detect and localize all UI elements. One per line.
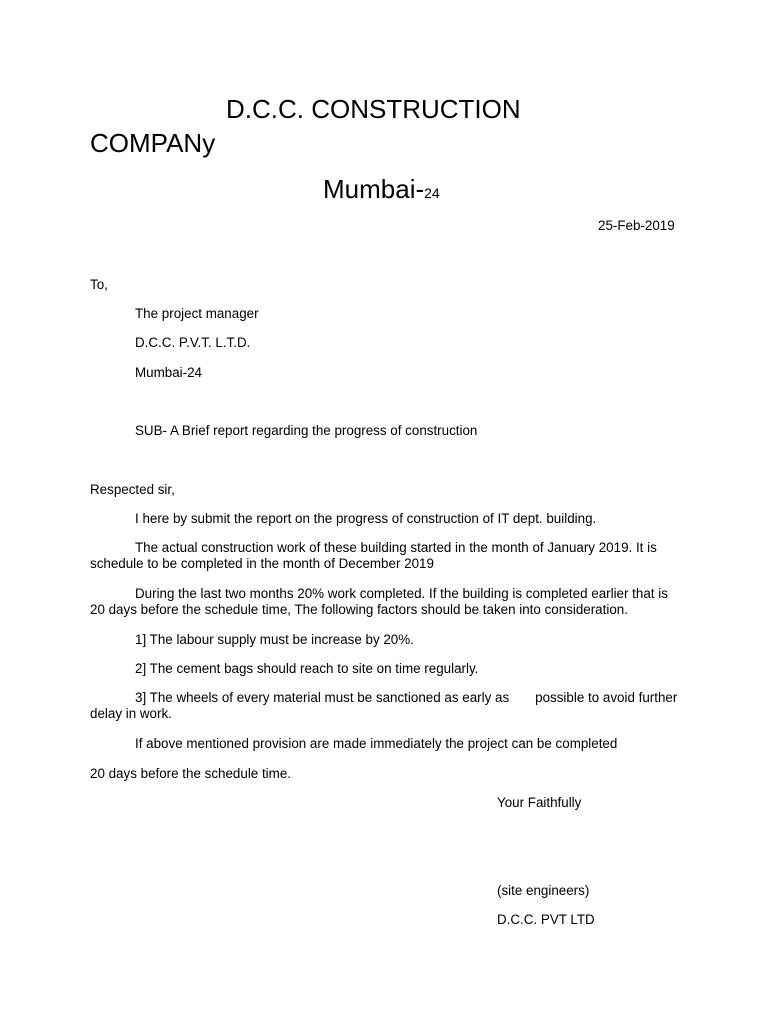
recipient-line2: D.C.C. P.V.T. L.T.D. bbox=[135, 335, 251, 350]
body-paragraph-4: If above mentioned provision are made immediately the project can be completed bbox=[135, 736, 618, 751]
salutation: Respected sir, bbox=[90, 482, 175, 497]
body-paragraph-3-text: During the last two months 20% work completed. If the building is completed earlier that is 20 days before the schedule time, The following factors should be taken into consideration. bbox=[90, 586, 668, 617]
recipient-line1: The project manager bbox=[135, 306, 259, 321]
company-city-main: Mumbai- bbox=[323, 174, 425, 204]
signatory-organization: D.C.C. PVT LTD bbox=[497, 912, 595, 927]
body-paragraph-3 bbox=[90, 586, 680, 618]
body-paragraph-2-text: The actual construction work of these building started in the month of January 2019. It is schedule to be completed in the month of December 2019 bbox=[90, 540, 657, 571]
list-item-3 bbox=[90, 690, 680, 722]
body-paragraph-1: I here by submit the report on the progress of construction of IT dept. building. bbox=[135, 511, 597, 526]
recipient-line3: Mumbai-24 bbox=[135, 365, 202, 380]
subject-line: SUB- A Brief report regarding the progress of construction bbox=[135, 423, 478, 438]
body-paragraph-5: 20 days before the schedule time. bbox=[90, 766, 291, 781]
letter-date: 25-Feb-2019 bbox=[598, 218, 675, 233]
signatory: (site engineers) bbox=[497, 883, 590, 898]
company-name-line2: COMPANy bbox=[90, 128, 216, 158]
recipient-to: To, bbox=[90, 277, 108, 292]
list-item-3-part2: possible to avoid further delay in work. bbox=[90, 690, 678, 721]
list-item-1: 1] The labour supply must be increase by 20%. bbox=[135, 632, 414, 647]
list-item-2: 2] The cement bags should reach to site on time regularly. bbox=[135, 661, 479, 676]
body-paragraph-2 bbox=[90, 540, 680, 572]
list-item-3-part1: 3] The wheels of every material must be sanctioned as early as bbox=[135, 690, 510, 705]
valediction: Your Faithfully bbox=[497, 795, 582, 810]
company-name-line1: D.C.C. CONSTRUCTION bbox=[226, 94, 521, 124]
company-city-suffix: 24 bbox=[424, 185, 440, 201]
company-city bbox=[323, 172, 440, 210]
